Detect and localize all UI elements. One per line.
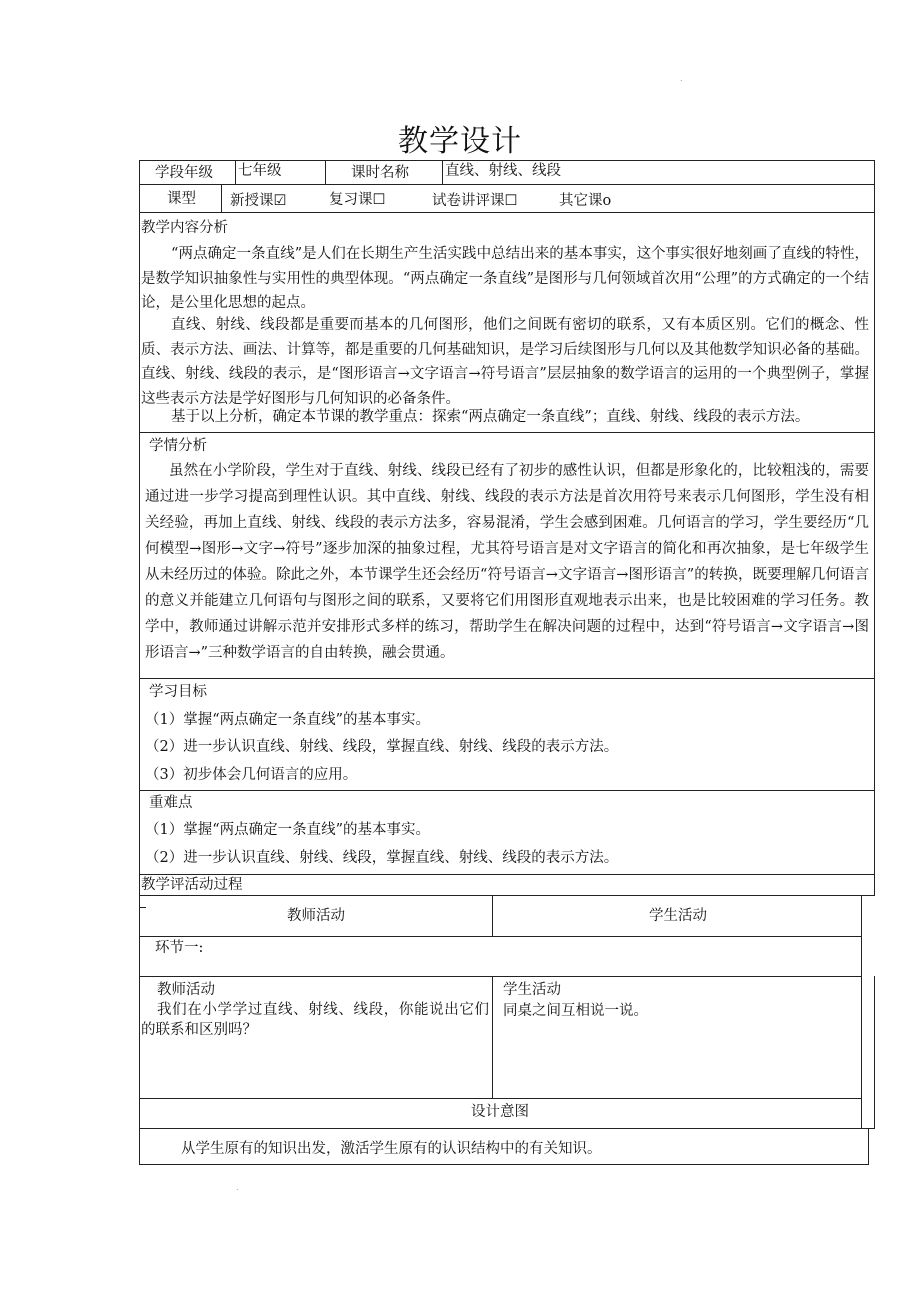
row-border	[139, 184, 875, 185]
grade-column-divider	[235, 160, 236, 184]
inner-right-border-end	[868, 1128, 869, 1165]
stage-label: 环节一:	[155, 940, 204, 956]
process-heading: 教学评活动过程	[141, 877, 243, 893]
row-border	[139, 432, 875, 433]
student-activity-text: 同桌之间互相说一说。	[503, 1003, 648, 1019]
decorative-dot: .	[680, 74, 683, 83]
row-border	[139, 936, 861, 937]
type-option-new[interactable]: 新授课☑	[230, 193, 287, 209]
table-right-border-lower	[874, 976, 875, 1129]
content-analysis-heading: 教学内容分析	[141, 220, 228, 236]
row-border	[139, 976, 861, 977]
key-point-item: （2）进一步认识直线、射线、线段，掌握直线、射线、线段的表示方法。	[145, 850, 619, 866]
type-label: 课型	[167, 191, 196, 207]
lesson-column-divider	[442, 160, 443, 184]
grade-value: 七年级	[238, 163, 282, 179]
student-activity-column-header: 学生活动	[649, 908, 707, 924]
design-intent-label: 设计意图	[471, 1104, 529, 1120]
row-border	[139, 1164, 868, 1165]
corner-tick	[140, 907, 146, 908]
row-border	[139, 678, 875, 679]
activity-column-divider	[492, 895, 493, 936]
design-intent-text: 从学生原有的知识出发，激活学生原有的认识结构中的有关知识。	[181, 1141, 602, 1157]
type-column-divider	[221, 184, 222, 212]
student-activity-label: 学生活动	[503, 982, 561, 998]
objective-item: （2）进一步认识直线、射线、线段，掌握直线、射线、线段的表示方法。	[145, 739, 619, 755]
decorative-dot: .	[236, 1183, 239, 1192]
objective-item: （3）初步体会几何语言的应用。	[145, 767, 358, 783]
lesson-plan-table	[139, 160, 875, 1166]
student-analysis-heading: 学情分析	[149, 438, 207, 454]
type-option-exam[interactable]: 试卷讲评课☐	[432, 193, 518, 209]
type-option-other[interactable]: 其它课o	[559, 193, 612, 209]
row-border	[139, 212, 875, 213]
grade-label: 学段年级	[155, 165, 213, 181]
row-border	[139, 1128, 875, 1129]
lesson-value: 直线、射线、线段	[445, 163, 561, 179]
table-right-border	[874, 160, 875, 895]
teacher-activity-column-header: 教师活动	[287, 908, 345, 924]
key-points-heading: 重难点	[149, 795, 193, 811]
content-paragraph: “两点确定一条直线”是人们在长期生产生活实践中总结出来的基本事实，这个事实很好地刻画了直线的特性，是数学知识抽象性与实用性的典型体现。“两点确定一条直线”是图形与几何领域首次用“公理”的方式确定的一个结论，是公里化思想的起点。	[141, 246, 869, 311]
row-border	[139, 1098, 861, 1099]
activity-column-divider	[492, 976, 493, 1098]
grade-column-divider	[325, 160, 326, 184]
content-paragraph: 基于以上分析，确定本节课的教学重点：探索“两点确定一条直线”；直线、射线、线段的表示方法。	[171, 409, 810, 425]
row-border	[139, 790, 875, 791]
content-paragraph: 直线、射线、线段都是重要而基本的几何图形，他们之间既有密切的联系，又有本质区别。它们的概念、性质、表示方法、画法、计算等，都是重要的几何基础知识，是学习后续图形与几何以及其他数学知识必备的基础。直线、射线、线段的表示，是“图形语言→文字语言→符号语言”层层抽象的数学语言的运用的一个典型例子，掌握这些表示方法是学好图形与几何知识的必备条件。	[141, 317, 869, 407]
teacher-activity-label: 教师活动	[157, 982, 215, 998]
lesson-label: 课时名称	[351, 165, 409, 181]
key-point-item: （1）掌握“两点确定一条直线”的基本事实。	[145, 822, 431, 838]
row-border	[139, 874, 875, 875]
inner-right-border	[861, 895, 862, 1129]
page-title: 教学设计	[398, 124, 522, 159]
table-left-border	[139, 160, 140, 1165]
objective-item: （1）掌握“两点确定一条直线”的基本事实。	[145, 712, 431, 728]
teacher-activity-text: 我们在小学学过直线、射线、线段，你能说出它们的联系和区别吗？	[141, 1002, 489, 1038]
objectives-heading: 学习目标	[149, 684, 207, 700]
row-border	[139, 895, 875, 896]
type-option-review[interactable]: 复习课☐	[329, 192, 386, 208]
student-analysis-paragraph: 虽然在小学阶段，学生对于直线、射线、线段已经有了初步的感性认识，但都是形象化的，比较粗浅的，需要通过进一步学习提高到理性认识。其中直线、射线、线段的表示方法是首次用符号来表示几何图形，学生没有相关经验，再加上直线、射线、线段的表示方法多，容易混淆，学生会感到困难。几何语言的学习，学生要经历“几何模型→图形→文字→符号”逐步加深的抽象过程，尤其符号语言是对文字语言的简化和再次抽象，是七年级学生从未经历过的体验。除此之外，本节课学生还会经历“符号语言→文字语言→图形语言”的转换，既要理解几何语言的意义并能建立几何语句与图形之间的联系，又要将它们用图形直观地表示出来，也是比较困难的学习任务。教学中，教师通过讲解示范并安排形式多样的练习，帮助学生在解决问题的过程中，达到“符号语言→文字语言→图形语言→”三种数学语言的自由转换，融会贯通。	[145, 463, 869, 661]
